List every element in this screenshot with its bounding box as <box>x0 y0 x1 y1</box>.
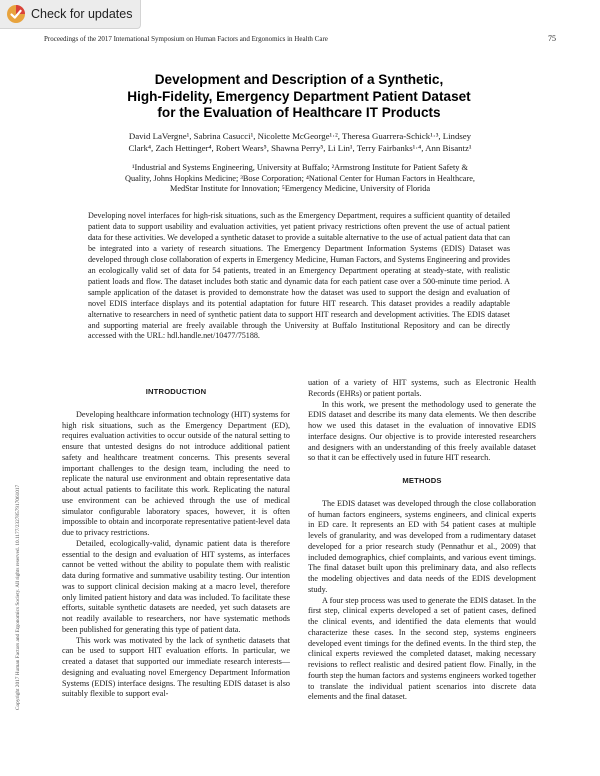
intro-paragraph-5: In this work, we present the methodology used to generate the EDIS dataset and describe its many data elements. We then describe how we used this dataset in the evaluation of innovative EDIS interface designs. Our objective is to provide interested researchers and designers with an understanding of this freely available dataset so that it can be effectively used in future HIT research. <box>308 399 536 463</box>
left-column <box>62 387 290 700</box>
check-for-updates-icon <box>6 4 26 24</box>
paper-title <box>60 72 538 122</box>
right-column <box>308 378 536 703</box>
side-copyright-notice: Copyright 2017 Human Factors and Ergonomics Society. All rights reserved. 10.1177/2327857917061017 <box>15 484 21 710</box>
title-line-2: High-Fidelity, Emergency Department Patient Dataset <box>127 88 471 104</box>
title-line-1: Development and Description of a Synthetic, <box>154 72 444 87</box>
intro-paragraph-4: uation of a variety of HIT systems, such as Electronic Health Records (EHRs) or patient portals. <box>308 378 536 398</box>
page-number: 75 <box>548 34 556 43</box>
affiliation-line-1: ¹Industrial and Systems Engineering, University at Buffalo; ²Armstrong Institute for Patient Safety & <box>132 163 468 172</box>
methods-paragraph-1: The EDIS dataset was developed through the close collaboration of human factors engineers, systems engineers, and clinical experts in ED care. It represents an ED with 54 patient cases at multiple levels of granularity, and was developed from a rudimentary dataset developed for a prior research study (Pennathur et al., 2009) that included demographics, chief complaints, and various event timings. The final dataset built upon this preliminary data, and also reflects the modeling objectives and data needs of the EDIS development study. <box>308 498 536 594</box>
methods-heading: METHODS <box>402 476 442 485</box>
intro-paragraph-1: Developing healthcare information technology (HIT) systems for high risk situations, such as the Emergency Department (ED), requires evaluation activities to occur outside of the natural setting to ensure that untested designs do not introduce additional patient safety and healthcare treatment concerns. This presents several important challenges to the design team, including the need to replicate the natural use environment and obtain representative data about actual patients to facilitate this work. Replicating the natural use environment can be achieved through the use of medical simulator configurable laboratory spaces, however, it is often impossible to obtain and incorporate representative patient-level data due to privacy restrictions. <box>62 409 290 537</box>
check-for-updates-badge[interactable] <box>0 0 141 29</box>
author-list <box>90 131 510 154</box>
intro-paragraph-2: Detailed, ecologically-valid, dynamic patient data is therefore essential to the design and evaluation of HIT systems, as interfaces cannot be vetted without the ability to populate them with realistic data during formative and summative usability testing. Our intention was to support clinical decision making at a macro level, therefore only limited patient history and data was included. To facilitate these efforts, suitable synthetic datasets are needed, yet such datasets are not readily available to researchers, nor have systematic methods been published for generating this type of patient data. <box>62 538 290 634</box>
author-line-2: Clark⁴, Zach Hettinger⁴, Robert Wears⁵, Shawna Perry⁵, Li Lin¹, Terry Fairbanks¹·⁴, Ann Bisantz¹ <box>128 142 472 153</box>
introduction-heading: INTRODUCTION <box>145 387 207 396</box>
title-line-3: for the Evaluation of Healthcare IT Products <box>157 105 441 120</box>
author-line-1: David LaVergne¹, Sabrina Casucci¹, Nicolette McGeorge¹·², Theresa Guarrera-Schick¹·³, Lindsey <box>128 131 472 141</box>
methods-paragraph-2: A four step process was used to generate the EDIS dataset. In the first step, clinical experts developed a set of patient cases, defined the clinical events, and identified the data elements that would characterize these cases. In the second step, systems engineers developed event timings for the defined events. In the third step, the clinical experts reviewed the completed dataset, making necessary revisions to reflect realistic and desired patient flow. Finally, in the fourth step the human factors and systems engineers worked together to translate the individual patient scenarios into discrete data elements and the final dataset. <box>308 595 536 702</box>
affiliation-line-2: Quality, Johns Hopkins Medicine; ³Bose Corporation; ⁴National Center for Human Factors in Healthcare, <box>124 173 475 183</box>
affiliations <box>86 163 514 195</box>
intro-paragraph-3: This work was motivated by the lack of synthetic datasets that can be used to support HIT evaluation efforts. In particular, we created a dataset that supported our immediate research interests—designing and evaluating novel Emergency Department Information Systems (EDIS) interface designs. The resulting EDIS dataset is also suitably flexible to support eval- <box>62 635 290 699</box>
abstract: Developing novel interfaces for high-risk situations, such as the Emergency Department, requires a sufficient quantity of detailed patient data to support usability and evaluation activities, yet patient privacy restrictions often prevent the use of actual patient data for these activities. We developed a synthetic dataset to provide a suitable alternative to the use of actual patient data that can be integrated into a variety of research situations. The Emergency Department Information Systems (EDIS) Dataset was developed through close collaboration of experts in Emergency Medicine, Human Factors, and Systems Engineering and provides an ecologically valid set of data for 54 patients, treated in an Emergency Department operating at steady-state, with realistic patient loads and flow. The dataset includes both static and dynamic data for each patient case over a 500-minute time period. A sample application of the dataset is provided to demonstrate how the dataset was used to support the design and evaluation of novel EDIS interface displays and its potential adaptation for future HIT research. This dataset provides a readily adaptable alternative to researchers in need of synthetic patient data to support HIT research and development activities. The EDIS dataset and supporting material are freely available through the University at Buffalo Institutional Repository and can be directly accessed with the URL: hdl.handle.net/10477/75188. <box>88 211 510 341</box>
check-for-updates-label: Check for updates <box>31 7 133 21</box>
affiliation-line-3: MedStar Institute for Innovation; ⁵Emergency Medicine, University of Florida <box>169 184 431 194</box>
running-head: Proceedings of the 2017 International Symposium on Human Factors and Ergonomics in Health Care <box>44 35 328 43</box>
